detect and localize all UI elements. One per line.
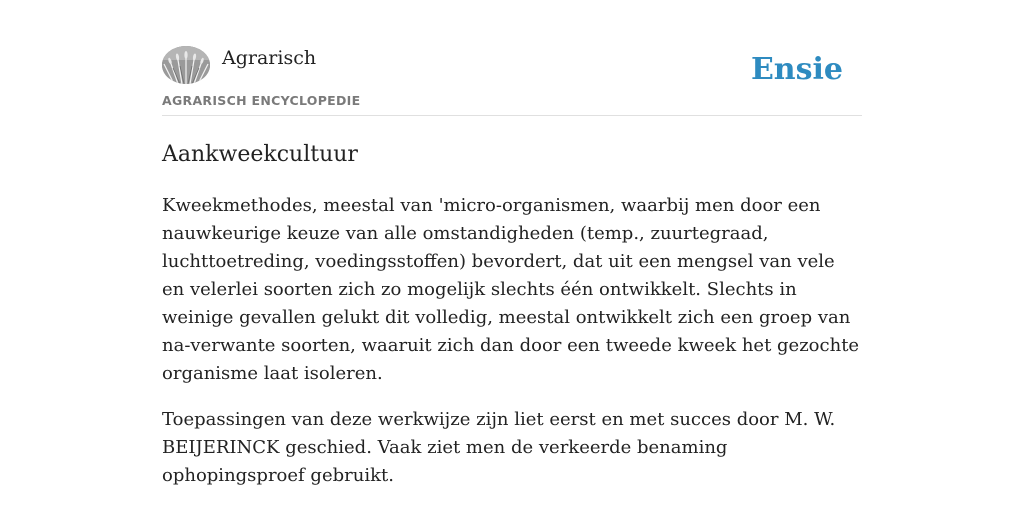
article [162, 139, 862, 490]
article-paragraph-1: Kweekmethodes, meestal van 'micro-organismen, waarbij men door een nauwkeurige keuze van alle omstandigheden (temp., zuurtegraad, luchttoetreding, voedingsstoffen) bevordert, dat uit een mengsel van vele en velerlei soorten zich zo mogelijk slechts één ontwikkelt. Slechts in weinige gevallen gelukt dit volledig, meestal ontwikkelt zich een groep van na-verwante soorten, waaruit zich dan door een tweede kweek het gezochte organisme laat isoleren. [162, 195, 860, 384]
site-subtitle[interactable]: AGRARISCH ENCYCLOPEDIE [162, 93, 361, 108]
article-paragraph-2: Toepassingen van deze werkwijze zijn liet eerst en met succes door M. W. BEIJERINCK geschied. Vaak ziet men de verkeerde benaming ophopingsproef gebruikt. [162, 409, 836, 486]
site-name[interactable]: Agrarisch [222, 47, 317, 69]
brand-logo-link[interactable]: Ensie [750, 52, 843, 87]
header-divider [162, 115, 862, 116]
article-title: Aankweekcultuur [162, 142, 358, 167]
site-header [162, 46, 862, 116]
wheat-field-icon[interactable] [162, 46, 210, 84]
